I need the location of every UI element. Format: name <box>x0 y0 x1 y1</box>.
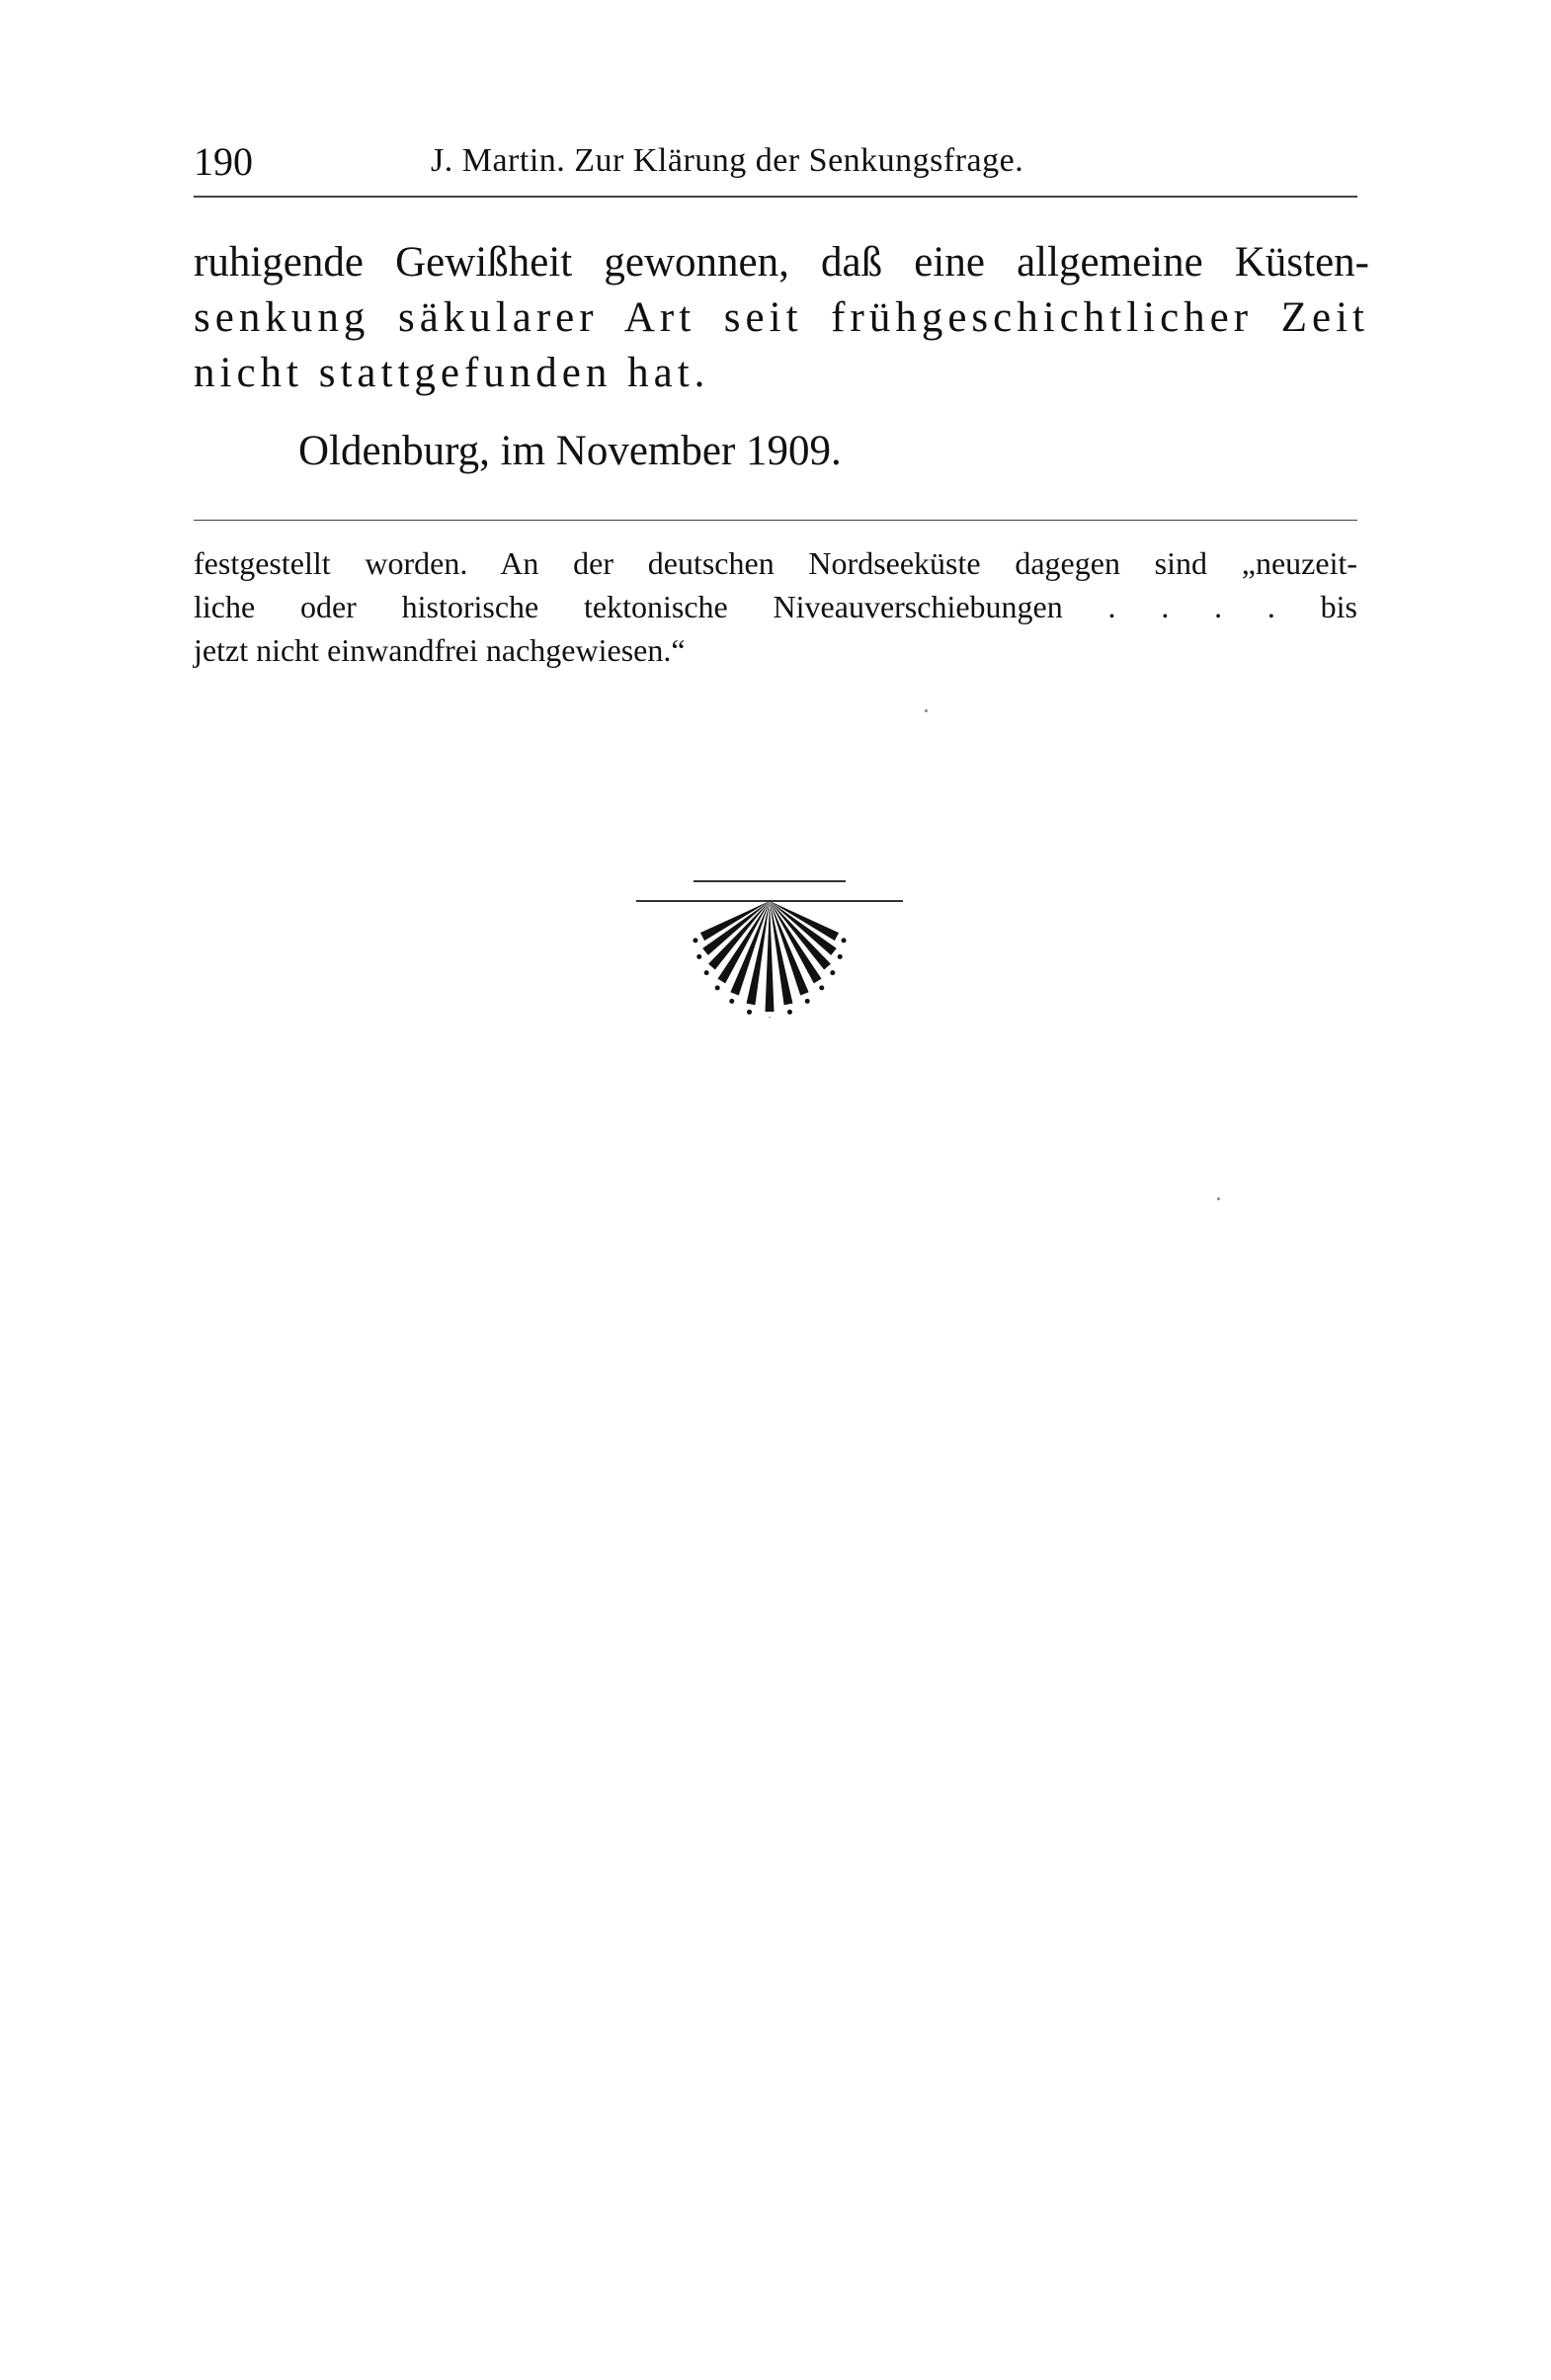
footnote <box>194 541 1357 672</box>
body-line-2: senkung säkularer Art seit frühgeschichtlicher Zeit <box>194 294 1369 341</box>
ornament-ray <box>770 901 839 941</box>
ornament-ray-tip <box>747 1010 752 1015</box>
running-head <box>194 138 1357 190</box>
paper-speck <box>1217 1197 1220 1200</box>
running-title: J. Martin. Zur Klärung der Senkungsfrage. <box>431 142 1024 179</box>
ornament-ray-tip <box>819 985 824 990</box>
body-paragraph <box>194 235 1369 401</box>
paper-speck <box>925 709 928 712</box>
ornament-ray <box>700 901 770 941</box>
ornament-ray-tip <box>787 1010 792 1015</box>
place-date-line: Oldenburg, im November 1909. <box>298 428 842 474</box>
body-line-1: ruhigende Gewißheit gewonnen, daß eine allgemeine Küsten- <box>194 239 1369 286</box>
page-number: 190 <box>194 139 253 184</box>
ornament-ray-tip <box>842 938 847 943</box>
footnote-line-3: jetzt nicht einwandfrei nachgewiesen.“ <box>194 632 686 668</box>
ornament-ray-tip <box>696 954 701 959</box>
ornament-ray-tip <box>715 985 720 990</box>
ornament-ray-tip <box>704 970 709 975</box>
ornament-ray-tip <box>768 1018 773 1019</box>
footnote-line-2: liche oder historische tektonische Niveauverschiebungen . . . . bis <box>194 589 1357 624</box>
footnote-rule <box>194 520 1357 521</box>
shell-rays-ornament-icon <box>636 879 903 1018</box>
header-rule <box>194 196 1357 198</box>
ornament-ray-tip <box>805 999 810 1004</box>
ornament-ray-tip <box>830 970 835 975</box>
ornament-ray-tip <box>729 999 734 1004</box>
footnote-line-1: festgestellt worden. An der deutschen Nordseeküste dagegen sind „neuzeit- <box>194 545 1357 581</box>
body-line-3: nicht stattgefunden hat. <box>194 350 710 396</box>
ornament-ray-tip <box>693 938 697 943</box>
ornament-ray-tip <box>838 954 843 959</box>
